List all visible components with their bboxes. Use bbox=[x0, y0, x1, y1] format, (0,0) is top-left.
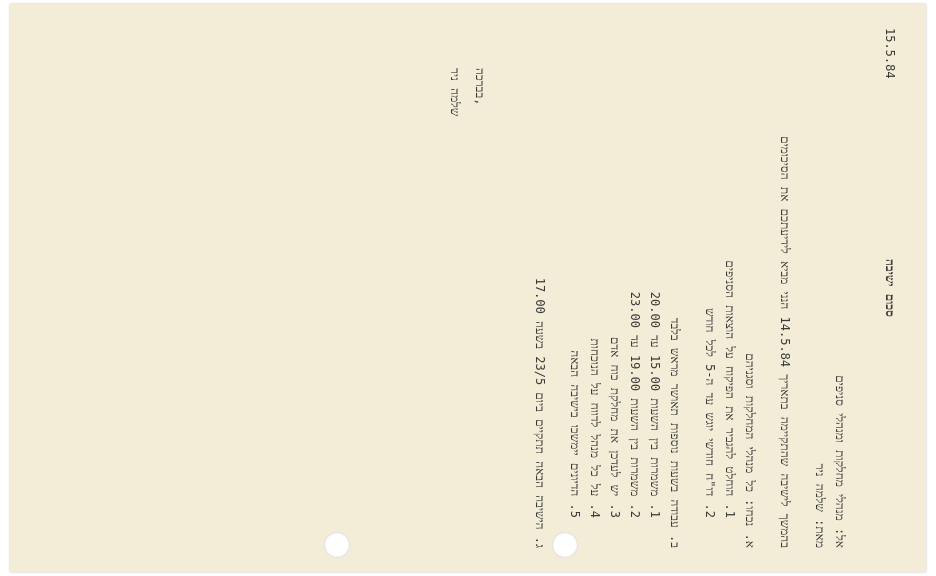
body-line: 5. הדיונים יימשכו בישיבה הבאה bbox=[568, 350, 582, 518]
body-line: מאת: שלמה ניר bbox=[813, 463, 827, 548]
body-line: 4. על כל מנהל לדווח על הנוכחות bbox=[588, 338, 602, 518]
body-line: א. נכחו: כל מנהלי המחלקות וסגניהם bbox=[743, 353, 757, 548]
body-line: ב. עבודה בשעות נוספות תאושר מראש בלבד bbox=[668, 317, 682, 548]
body-line: אל: מנהלי מחלקות ומנהלי סניפים bbox=[833, 375, 847, 548]
closing: בברכה, bbox=[473, 68, 487, 106]
body-line: ג. הישיבה הבאה תתקיים ביום 23/5 בשעה 17.00 bbox=[533, 277, 547, 548]
punch-hole bbox=[552, 532, 578, 558]
body-line: 1. הוחלט להגביר את הפיקוח על הוצאות הסניפים bbox=[723, 260, 737, 518]
document-title: סכום ישיבה bbox=[883, 259, 897, 317]
document-date: 15.5.84 bbox=[883, 28, 897, 79]
body-line: 3. יש לעדכן את מחלקת כוח אדם bbox=[608, 336, 622, 518]
body-line: 2. דו"ח חודשי יוגש עד ה-5 לכל חודש bbox=[703, 308, 717, 518]
punch-hole bbox=[324, 532, 350, 558]
signature-name: שלמה ניר bbox=[448, 68, 462, 117]
body-line: 1. משמרות בין השעות 15.00 עד 20.00 bbox=[648, 291, 662, 518]
body-line: בהמשך לישיבה שהתקיימה בתאריך 14.5.84 הנני מביא לידיעתכם את הסיכומים bbox=[778, 136, 792, 548]
document-content bbox=[18, 8, 918, 568]
body-line: 2. משמרות בין השעות 19.00 עד 23.00 bbox=[628, 291, 642, 518]
